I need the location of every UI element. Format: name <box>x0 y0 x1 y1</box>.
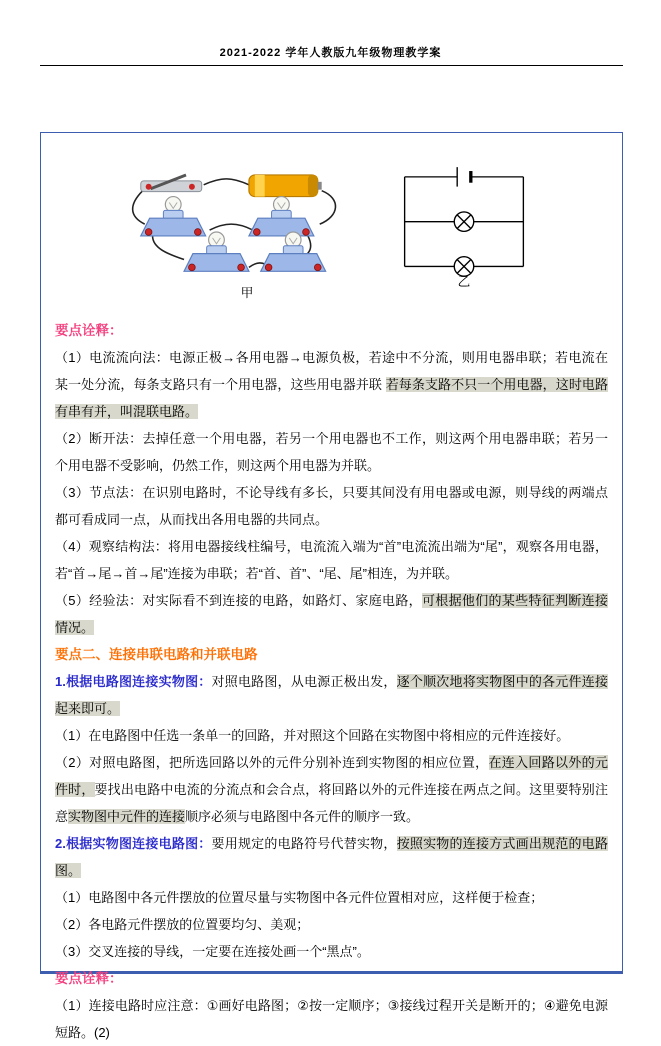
section-title: 要点二、连接串联电路和并联电路 <box>55 647 258 662</box>
point-text: （2）各电路元件摆放的位置要均匀、美观； <box>55 917 310 932</box>
highlighted-text: 按照实物的连接方式画出规范的电路图。 <box>55 836 608 878</box>
document-header <box>0 44 661 66</box>
header-divider <box>40 65 623 66</box>
point-text: 对照电路图，从电源正极出发， <box>211 674 397 689</box>
point-experience-method <box>55 587 608 641</box>
battery-icon <box>248 175 321 197</box>
subsection-label: 1.根据电路图连接实物图： <box>55 674 212 689</box>
bulb-holder-icon <box>260 232 325 271</box>
key-points-label: 要点诠释： <box>55 971 123 986</box>
highlighted-text: 在连入回路以外的元件时， <box>55 755 608 797</box>
circuit-diagram-image <box>391 165 537 289</box>
bulb-holder-icon <box>184 232 249 271</box>
point-cross-wires <box>55 938 608 965</box>
highlighted-text: 可根据他们的某些特征判断连接情况。 <box>55 593 608 635</box>
header-title: 2021-2022 学年人教版九年级物理教学案 <box>219 47 442 59</box>
point-text: （1）连接电路时应注意：①画好电路图；②按一定顺序；③接线过程开关是断开的；④避免电源短路。(2) <box>55 998 608 1040</box>
bulb-holder-icon <box>248 197 313 236</box>
bulb-holder-icon <box>140 197 205 236</box>
point-text: （1）在电路图中任选一条单一的回路，并对照这个回路在实物图中将相应的元件连接好。 <box>55 728 570 743</box>
highlighted-text: 逐个顺次地将实物图中的各元件连接起来即可。 <box>55 674 608 716</box>
point-text: （2）断开法：去掉任意一个用电器，若另一个用电器也不工作，则这两个用电器串联；若另一个用电器不受影响，仍然工作，则这两个用电器为并联。 <box>55 431 608 473</box>
document-body <box>55 317 608 1046</box>
point-node-method <box>55 479 608 533</box>
key-points-label: 要点诠释： <box>55 323 123 338</box>
key-points-heading-1 <box>55 317 608 344</box>
figure-label-right: 乙 <box>457 274 470 289</box>
point-choose-loop <box>55 722 608 749</box>
point-layout-correspond <box>55 884 608 911</box>
point-text: （1）电流流向法：电源正极→各用电器→电源负极，若途中不分流，则用电器串联；若电流在某一处分流，每条支路只有一个用电器，这些用电器并联 <box>55 350 608 392</box>
subsection-diagram-to-real <box>55 668 608 722</box>
point-structure-method <box>55 533 608 587</box>
point-disconnect-method <box>55 425 608 479</box>
key-points-heading-2 <box>55 965 608 992</box>
content-frame <box>40 132 623 1040</box>
point-text: （3）节点法：在识别电路时，不论导线有多长，只要其间没有用电器或电源，则导线的两端点都可看成同一点，从而找出各用电器的共同点。 <box>55 485 608 527</box>
switch-icon <box>140 175 201 192</box>
point-text: （3）交叉连接的导线，一定要在连接处画一个“黑点”。 <box>55 944 370 959</box>
point-text: （4）观察结构法：将用电器接线柱编号，电流流入端为“首”电流流出端为“尾”，观察各用电器，若“首→尾→首→尾”连接为串联；若“首、首”、“尾、尾”相连，为并联。 <box>55 539 608 581</box>
subsection-real-to-diagram <box>55 830 608 884</box>
section-heading-2 <box>55 641 608 668</box>
point-connection-notes <box>55 992 608 1046</box>
highlighted-text: 实物图中元件的连接 <box>68 809 186 824</box>
figure-label-left: 甲 <box>240 284 253 300</box>
point-connect-other-elements <box>55 749 608 830</box>
point-text: 要用规定的电路符号代替实物， <box>211 836 397 851</box>
highlighted-text: 若每条支路不只一个用电器，这时电路有串有并，叫混联电路。 <box>55 377 608 419</box>
point-layout-neat <box>55 911 608 938</box>
point-text: （5）经验法：对实际看不到连接的电路，如路灯、家庭电路， <box>55 593 422 608</box>
point-text: 要找出电路中电流的分流点和会合点，将回路以外的元件连接在两点之间。这里要特别注意 <box>55 782 608 824</box>
subsection-label: 2.根据实物图连接电路图： <box>55 836 212 851</box>
physical-circuit-image <box>127 161 363 301</box>
point-text: （2）对照电路图，把所选回路以外的元件分别补连到实物图的相应位置， <box>55 755 489 770</box>
point-current-direction-method <box>55 344 608 425</box>
point-text: 顺序必须与电路图中各元件的顺序一致。 <box>185 809 420 824</box>
circuit-figure <box>55 161 608 311</box>
point-text: （1）电路图中各元件摆放的位置尽量与实物图中各元件位置相对应，这样便于检查； <box>55 890 544 905</box>
